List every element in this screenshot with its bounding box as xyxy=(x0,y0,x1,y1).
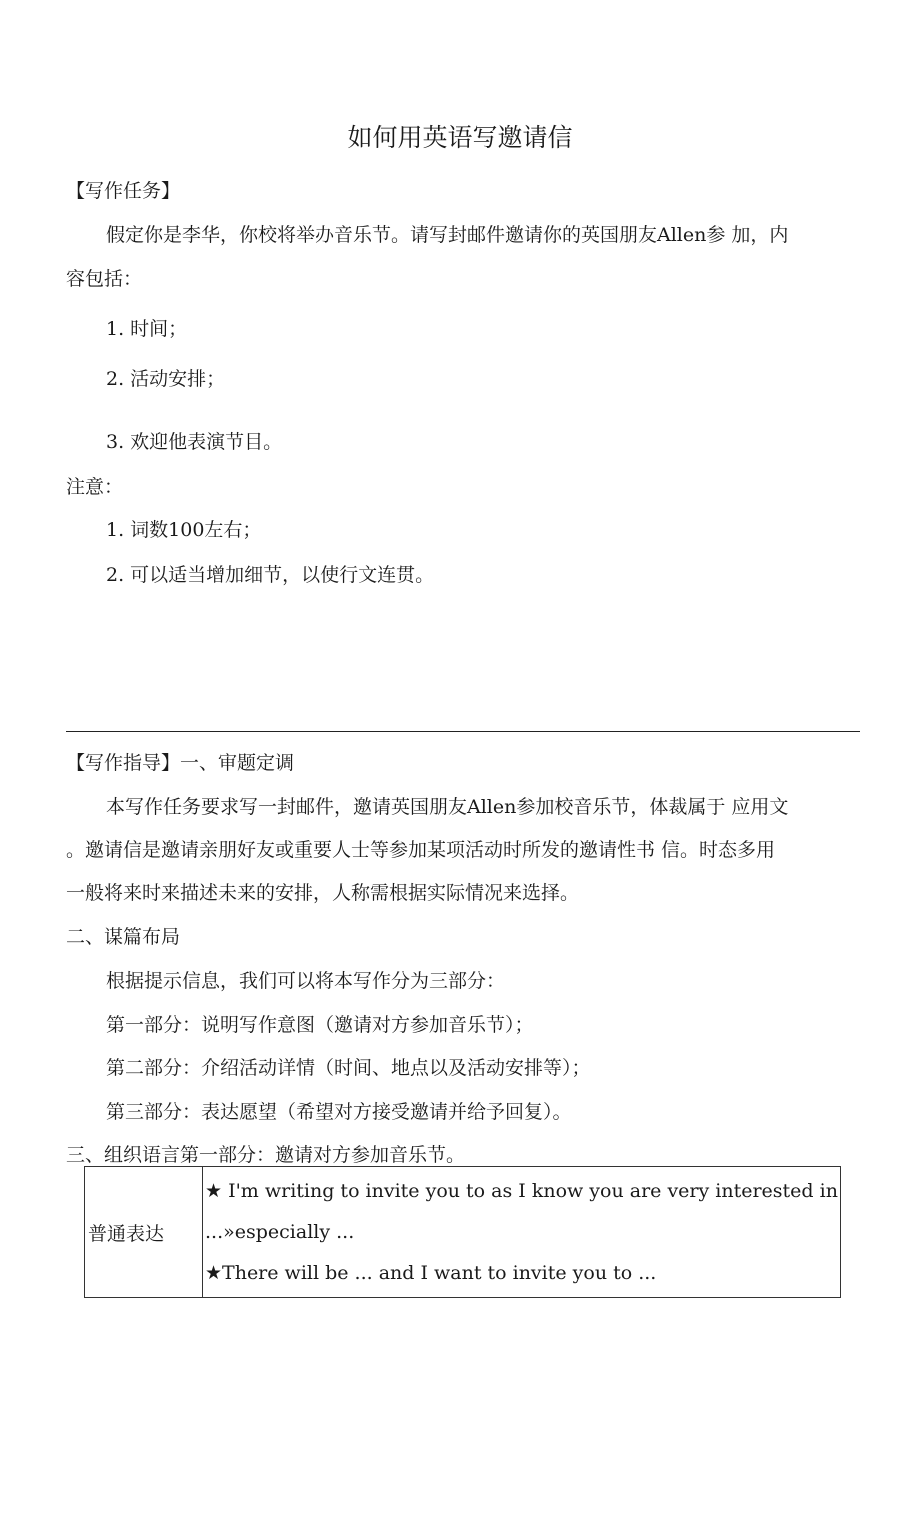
guide-paragraph-line-1: 本写作任务要求写一封邮件，邀请英国朋友Allen参加校音乐节，体裁属于 应用文 xyxy=(106,796,789,818)
section-3-heading: 三、组织语言第一部分：邀请对方参加音乐节。 xyxy=(66,1144,466,1166)
task-intro-line-1: 假定你是李华，你校将举办音乐节。请写封邮件邀请你的英国朋友Allen参 加，内 xyxy=(106,224,789,246)
task-intro-line-2: 容包括： xyxy=(66,268,143,290)
note-item-details: 2. 可以适当增加细节，以使行文连贯。 xyxy=(106,564,435,586)
section-divider xyxy=(66,731,860,732)
guide-heading: 【写作指导】一、审题定调 xyxy=(66,752,295,774)
guide-paragraph-line-3: 一般将来时来描述未来的安排，人称需根据实际情况来选择。 xyxy=(66,882,580,904)
section-2-intro: 根据提示信息，我们可以将本写作分为三部分： xyxy=(106,970,506,992)
expression-line-3: ★There will be ... and I want to invite you to ... xyxy=(205,1261,657,1284)
task-item-time: 1. 时间； xyxy=(106,318,188,340)
expression-label: 普通表达 xyxy=(88,1222,165,1245)
part-2: 第二部分：介绍活动详情（时间、地点以及活动安排等）； xyxy=(106,1057,591,1079)
expression-label-cell xyxy=(85,1167,203,1298)
expression-line-2: ...»especially ... xyxy=(205,1220,355,1243)
note-label: 注意： xyxy=(66,476,124,498)
task-item-schedule: 2. 活动安排； xyxy=(106,368,226,390)
expression-line-1: ★ I'm writing to invite you to as I know you are very interested in xyxy=(205,1179,838,1202)
task-item-performance: 3. 欢迎他表演节目。 xyxy=(106,431,283,453)
section-2-heading: 二、谋篇布局 xyxy=(66,926,181,948)
note-item-word-count: 1. 词数100左右； xyxy=(106,519,262,541)
guide-paragraph-line-2: 。邀请信是邀请亲朋好友或重要人士等参加某项活动时所发的邀请性书 信。时态多用 xyxy=(66,839,776,861)
part-1: 第一部分：说明写作意图（邀请对方参加音乐节）； xyxy=(106,1014,534,1036)
part-3: 第三部分：表达愿望（希望对方接受邀请并给予回复）。 xyxy=(106,1101,572,1123)
expression-table xyxy=(84,1166,841,1298)
page-title: 如何用英语写邀请信 xyxy=(347,123,573,152)
table-row xyxy=(85,1167,841,1298)
expression-content-cell xyxy=(203,1167,841,1298)
task-heading: 【写作任务】 xyxy=(66,180,181,202)
